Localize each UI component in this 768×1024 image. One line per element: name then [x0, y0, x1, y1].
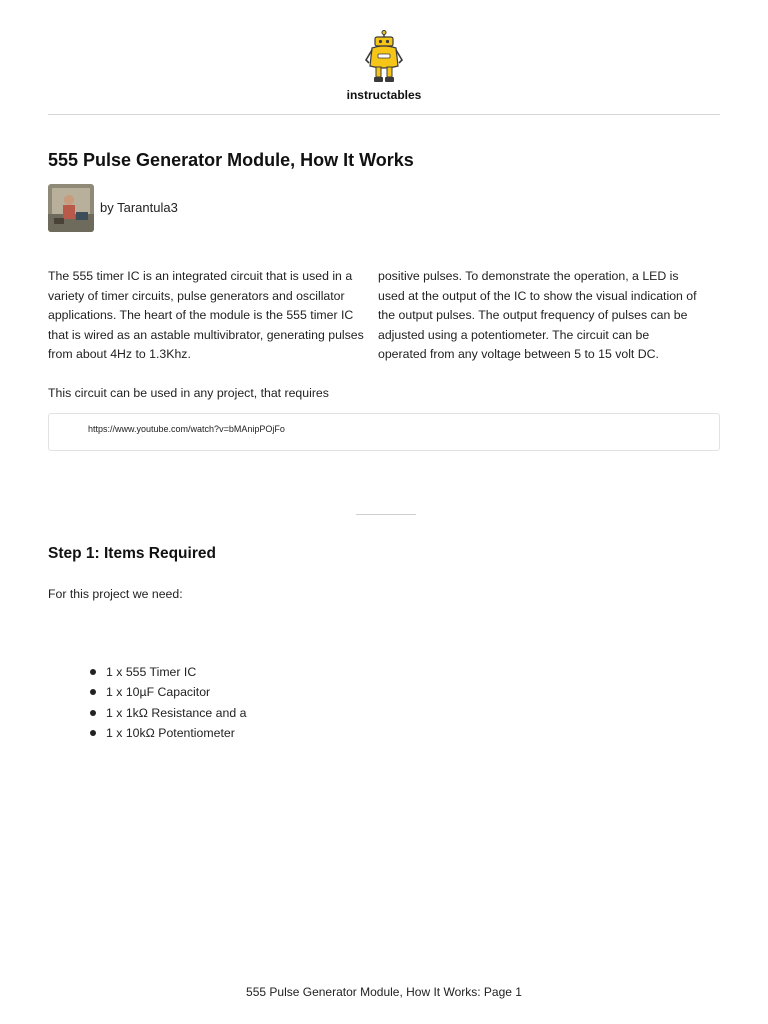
bullet-icon [90, 710, 96, 716]
list-item [88, 682, 246, 702]
page-title: 555 Pulse Generator Module, How It Works [48, 150, 414, 170]
author-name[interactable]: by Tarantula3 [100, 200, 178, 215]
video-embed[interactable] [48, 413, 720, 451]
video-link[interactable]: https://www.youtube.com/watch?v=bMAnipPOjFo [88, 424, 285, 434]
list-item-text: 1 x 555 Timer IC [106, 665, 197, 679]
article-column-right [378, 267, 700, 384]
article-column-left [48, 267, 366, 422]
list-item [88, 703, 246, 723]
list-item [88, 662, 246, 682]
header-divider [48, 114, 720, 115]
brand-name[interactable]: instructables [346, 88, 422, 102]
section-divider [356, 514, 416, 515]
step-intro: For this project we need: [48, 587, 183, 601]
list-item-text: 1 x 1kΩ Resistance and a [106, 705, 247, 720]
list-item [88, 723, 246, 743]
intro-paragraph-continued: This circuit can be used in any project, that requires [48, 385, 329, 400]
bullet-icon [90, 689, 96, 695]
description-paragraph: positive pulses. To demonstrate the operation, a LED is used at the output of the IC to show the visual indication of the output pulses. The output frequency of pulses can be adjusted using a potentiometer. The circuit can be operated from any voltage between 5 to 15 volt DC. [378, 269, 697, 361]
intro-paragraph: The 555 timer IC is an integrated circuit that is used in a variety of timer circuits, pulse generators and oscillator applications. The heart of the module is the 555 timer IC that is wired as an astable multivibrator, generating pulses from about 4Hz to 1.3Khz. [48, 269, 364, 361]
instructables-robot-icon [363, 30, 405, 86]
site-header [0, 30, 768, 102]
bullet-icon [90, 730, 96, 736]
items-list [88, 662, 246, 743]
author-avatar[interactable] [48, 184, 94, 232]
list-item-text: 1 x 10µF Capacitor [106, 685, 211, 700]
list-item-text: 1 x 10kΩ Potentiometer [106, 725, 235, 740]
page-footer: 555 Pulse Generator Module, How It Works: Page 1 [246, 985, 522, 999]
bullet-icon [90, 669, 96, 675]
step-title: Step 1: Items Required [48, 545, 216, 562]
